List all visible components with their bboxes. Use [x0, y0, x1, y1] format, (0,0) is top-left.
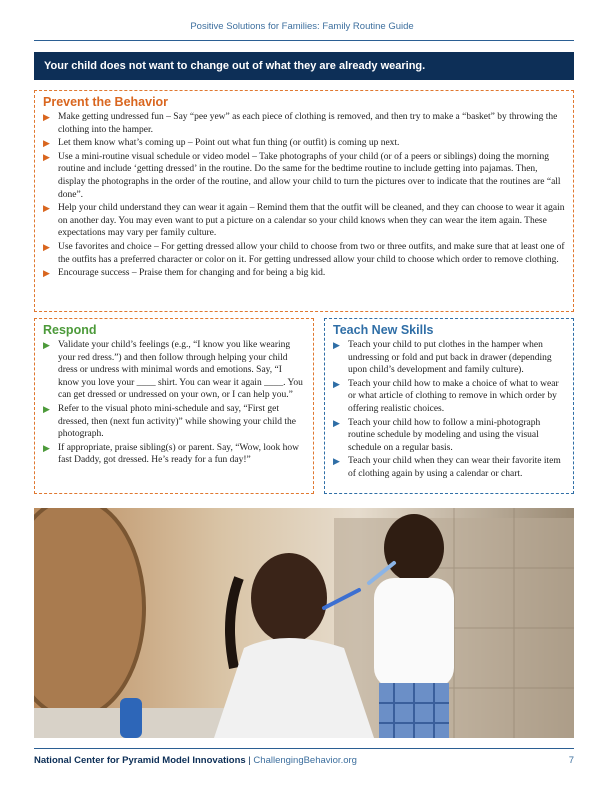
triangle-bullet-icon: ▶: [333, 378, 340, 389]
footer-org: National Center for Pyramid Model Innovations: [34, 755, 246, 766]
triangle-bullet-icon: ▶: [43, 403, 50, 414]
footer-site-link[interactable]: ChallengingBehavior.org: [253, 755, 357, 766]
list-item: ▶ Teach your child when they can wear their favorite item of clothing again by using a calendar or chart.: [333, 456, 561, 479]
list-item: ▶ Use a mini-routine visual schedule or video model – Take photographs of your child (or of a peers or siblings) doing the morning routine and include ‘getting dressed’ in the routine. Do the same for the bedtime routine to include getting into pajamas. Then, display the photographs in the order of the routine, and allow your child to turn the pictures over to indicate that the routines are “all done”.: [43, 151, 561, 200]
triangle-bullet-icon: ▶: [43, 112, 50, 122]
respond-list: [35, 339, 313, 467]
page-header: Positive Solutions for Families: Family Routine Guide: [190, 21, 414, 32]
prevent-section: [34, 90, 574, 312]
list-item: ▶ Make getting undressed fun – Say “pee yew” as each piece of clothing is removed, and then try to make a “basket” by throwing the clothing into the hamper.: [43, 112, 558, 135]
footer-separator: |: [248, 755, 251, 766]
teach-section: [324, 318, 574, 494]
topic-banner: Your child does not want to change out of what they are already wearing.: [34, 52, 574, 80]
parent-child-photo: [34, 508, 574, 738]
list-item: ▶ Help your child understand they can wear it again – Remind them that the outfit will be cleaned, and they can choose to wear it again on another day. You may even want to put a picture on a calendar so your child knows when they can wear the item again. These expectations may vary per family culture.: [43, 203, 565, 239]
respond-heading: Respond: [43, 323, 97, 337]
page-footer: [34, 755, 357, 766]
header-divider: [34, 40, 574, 41]
list-item: ▶ Encourage success – Praise them for changing and for being a big kid.: [43, 268, 326, 279]
triangle-bullet-icon: ▶: [43, 340, 50, 350]
triangle-bullet-icon: ▶: [43, 203, 50, 214]
triangle-bullet-icon: ▶: [333, 456, 340, 467]
list-item: ▶ If appropriate, praise sibling(s) or parent. Say, “Wow, look how fast Daddy, got dressed. He’s ready for a fun day!”: [43, 442, 299, 466]
triangle-bullet-icon: ▶: [43, 138, 50, 149]
respond-section: [34, 318, 314, 494]
triangle-bullet-icon: ▶: [43, 268, 50, 279]
list-item: ▶ Teach your child how to follow a mini-photograph routine schedule by modeling and using the visual schedule on a regular basis.: [333, 417, 541, 453]
list-item: ▶ Use favorites and choice – For getting dressed allow your child to choose from two or three outfits, and make sure that at least one of the outfits has a preferred character or color on it. For getting undressed allow your child to choose which order to remove clothing.: [43, 241, 565, 265]
triangle-bullet-icon: ▶: [43, 241, 50, 252]
teach-heading: Teach New Skills: [333, 323, 434, 337]
list-item: ▶ Refer to the visual photo mini-schedule and say, “First get dressed, then (next fun activity)” while showing your child the photograph.: [43, 403, 296, 440]
prevent-heading: Prevent the Behavior: [43, 95, 169, 109]
teach-list: [325, 339, 573, 481]
list-item: ▶ Validate your child’s feelings (e.g., “I know you like wearing your red dress.”) and then follow through helping your child dress or undress with minimal words and emotions. Say, “I know you love your ____ shirt. You can wear it again ____. You can get dressed or undressed on your own, or I can help you.”: [43, 340, 303, 401]
list-item: ▶ Teach your child to put clothes in the hamper when undressing or fold and put back in drawer (depending upon child’s development and family culture).: [333, 340, 552, 376]
triangle-bullet-icon: ▶: [43, 151, 50, 162]
triangle-bullet-icon: ▶: [333, 417, 340, 428]
prevent-list: [35, 111, 573, 280]
list-item: ▶ Let them know what’s coming up – Point out what fun thing (or outfit) is coming up next.: [43, 138, 400, 149]
page-number: 7: [568, 755, 574, 766]
triangle-bullet-icon: ▶: [43, 442, 50, 453]
list-item: ▶ Teach your child how to make a choice of what to wear or what article of clothing to remove in which order by offering realistic choices.: [333, 378, 559, 414]
footer-divider: [34, 748, 574, 749]
triangle-bullet-icon: ▶: [333, 340, 340, 350]
